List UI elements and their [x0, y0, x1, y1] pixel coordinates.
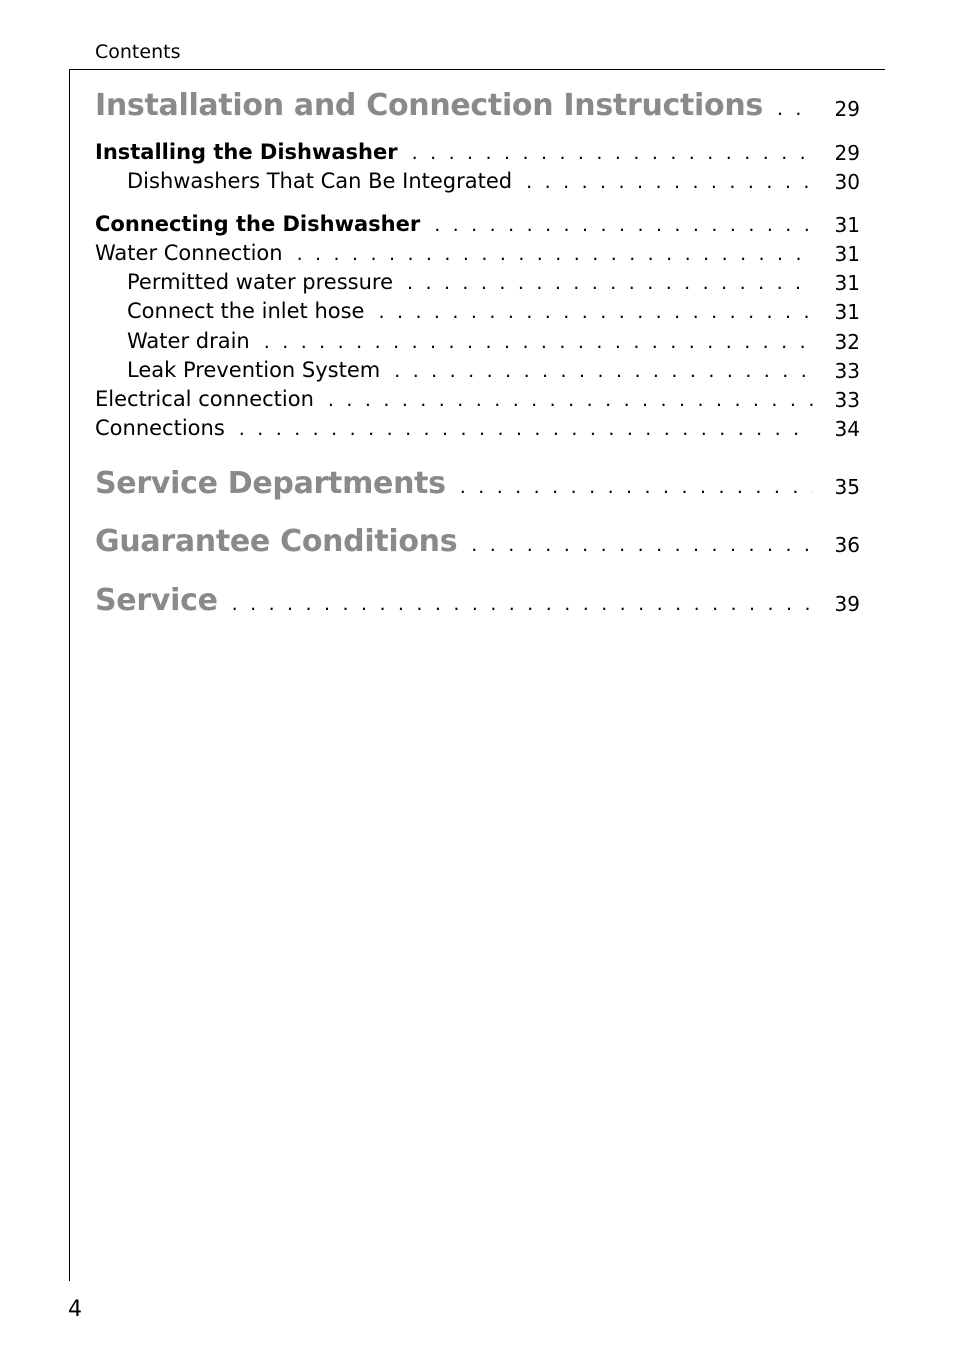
toc-entry-page: 31 [834, 271, 860, 295]
toc-entry-connecting-dishwasher[interactable] [95, 212, 813, 236]
dot-leader [526, 171, 813, 193]
dot-leader [434, 214, 813, 236]
dot-leader [378, 301, 813, 323]
toc-entry-page: 32 [834, 330, 860, 354]
dot-leader [328, 389, 813, 411]
toc-entry-connect-inlet-hose[interactable] [127, 299, 813, 323]
toc-entry-page: 33 [834, 359, 860, 383]
toc-entry-page: 31 [834, 242, 860, 266]
page-number: 4 [68, 1297, 82, 1322]
toc-entry-page: 39 [834, 592, 860, 616]
dot-leader [264, 331, 813, 353]
dot-leader [777, 98, 813, 120]
toc-entry-installation-instructions[interactable] [95, 88, 813, 123]
toc-entry-title: Connect the inlet hose [127, 299, 365, 323]
dot-leader [471, 534, 813, 556]
toc-entry-title: Guarantee Conditions [95, 524, 458, 559]
toc-entry-water-drain[interactable] [127, 329, 813, 353]
toc-entry-page: 29 [834, 97, 860, 121]
dot-leader [394, 360, 813, 382]
toc-entry-guarantee-conditions[interactable] [95, 524, 813, 559]
toc-entry-page: 35 [834, 475, 860, 499]
dot-leader [297, 243, 813, 265]
toc-entry-title: Installation and Connection Instructions [95, 88, 763, 123]
toc-entry-title: Installing the Dishwasher [95, 140, 398, 164]
toc-entry-page: 36 [834, 533, 860, 557]
toc-entry-connections[interactable] [95, 416, 813, 440]
toc-entry-page: 30 [834, 170, 860, 194]
dot-leader [460, 476, 813, 498]
dot-leader [239, 418, 813, 440]
toc-entry-title: Leak Prevention System [127, 358, 381, 382]
toc-entry-water-connection[interactable] [95, 241, 813, 265]
toc-entry-title: Electrical connection [95, 387, 314, 411]
toc-entry-title: Service [95, 583, 218, 618]
toc-entry-permitted-water-pressure[interactable] [127, 270, 813, 294]
section-header-label: Contents [95, 41, 181, 63]
toc-entry-title: Permitted water pressure [127, 270, 393, 294]
toc-entry-title: Water Connection [95, 241, 283, 265]
toc-entry-page: 29 [834, 141, 860, 165]
toc-entry-title: Connecting the Dishwasher [95, 212, 421, 236]
toc-entry-page: 33 [834, 388, 860, 412]
toc-entry-electrical-connection[interactable] [95, 387, 813, 411]
toc-entry-dishwashers-integrated[interactable] [127, 169, 813, 193]
toc-entry-page: 31 [834, 300, 860, 324]
toc-entry-page: 31 [834, 213, 860, 237]
toc-entry-title: Dishwashers That Can Be Integrated [127, 169, 513, 193]
dot-leader [412, 142, 813, 164]
dot-leader [232, 593, 813, 615]
dot-leader [407, 272, 813, 294]
toc-entry-installing-dishwasher[interactable] [95, 140, 813, 164]
toc-entry-title: Connections [95, 416, 225, 440]
toc-entry-leak-prevention[interactable] [127, 358, 813, 382]
toc-entry-title: Water drain [127, 329, 250, 353]
toc-entry-service[interactable] [95, 583, 813, 618]
toc-entry-service-departments[interactable] [95, 466, 813, 501]
toc-entry-title: Service Departments [95, 466, 446, 501]
toc-entry-page: 34 [834, 417, 860, 441]
